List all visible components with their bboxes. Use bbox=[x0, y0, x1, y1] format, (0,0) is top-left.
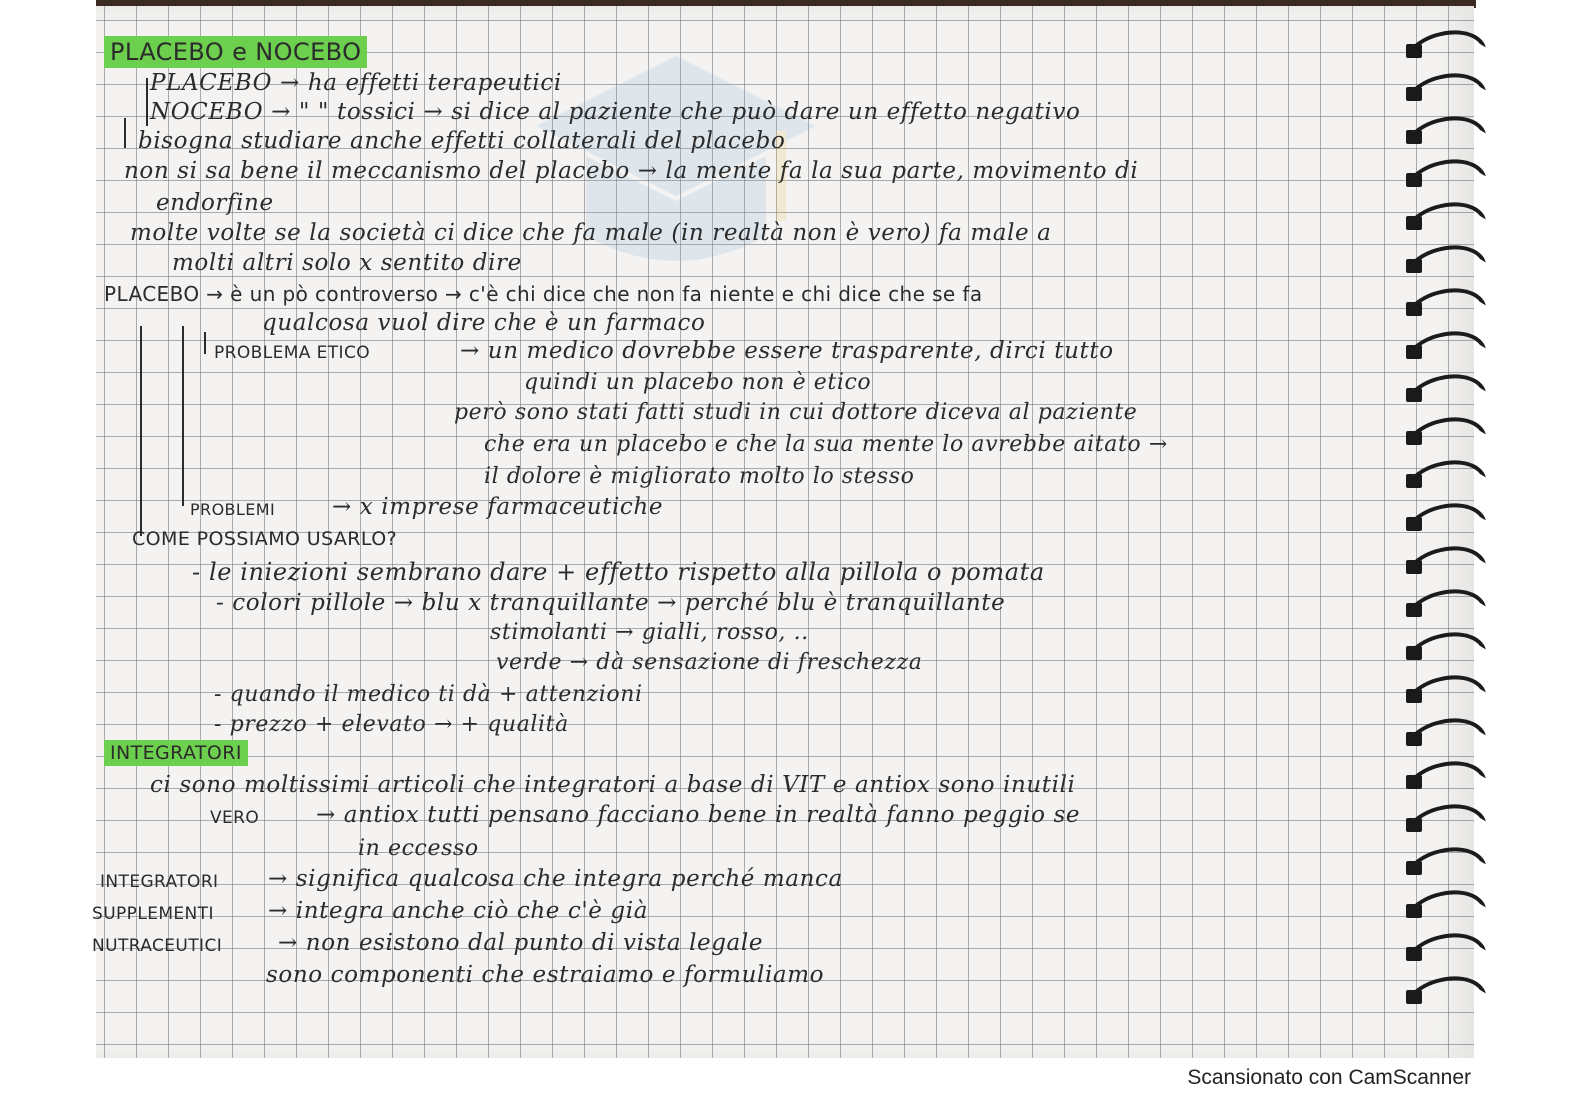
nutraceutici-label: NUTRACEUTICI bbox=[92, 936, 223, 956]
bracket-line-left bbox=[140, 326, 142, 536]
note-line-8: PLACEBO → è un pò controverso → c'è chi dice che non fa niente e chi dice che se fa bbox=[104, 282, 983, 306]
spiral-ring bbox=[1392, 417, 1478, 447]
spiral-ring bbox=[1392, 890, 1478, 920]
supplementi-label: SUPPLEMENTI bbox=[92, 904, 214, 924]
bracket-line-inner bbox=[204, 332, 206, 354]
note-line-11: quindi un placebo non è etico bbox=[524, 370, 872, 395]
spiral-ring bbox=[1392, 933, 1478, 963]
note-line-2: NOCEBO → " " tossici → si dice al paziente che può dare un effetto negativo bbox=[150, 99, 1081, 125]
note-line-18: - colori pillole → blu x tranquillante → perché blu è tranquillante bbox=[216, 590, 1006, 616]
spiral-binding bbox=[1392, 30, 1482, 1060]
camscanner-footer: Scansionato con CamScanner bbox=[1187, 1066, 1471, 1089]
note-line-15: → x imprese farmaceutiche bbox=[332, 494, 664, 520]
spiral-ring bbox=[1392, 73, 1478, 103]
spiral-ring bbox=[1392, 589, 1478, 619]
note-line-1: PLACEBO → ha effetti terapeutici bbox=[150, 70, 562, 96]
spiral-ring bbox=[1392, 718, 1478, 748]
note-line-10: → un medico dovrebbe essere trasparente, dirci tutto bbox=[460, 338, 1114, 364]
note-line-12: però sono stati fatti studi in cui dottore diceva al paziente bbox=[454, 400, 1138, 425]
note-line-13: che era un placebo e che la sua mente lo avrebbe aitato → bbox=[484, 432, 1168, 457]
int-line-1: ci sono moltissimi articoli che integratori a base di VIT e antiox sono inutili bbox=[150, 772, 1076, 798]
note-line-4: non si sa bene il meccanismo del placebo → la mente fa la sua parte, movimento di bbox=[124, 158, 1139, 184]
note-line-16: COME POSSIAMO USARLO? bbox=[132, 528, 398, 550]
int-line-7: sono componenti che estraiamo e formuliamo bbox=[266, 962, 825, 988]
int-line-6: → non esistono dal punto di vista legale bbox=[278, 930, 764, 956]
spiral-ring bbox=[1392, 116, 1478, 146]
note-line-21: - quando il medico ti dà + attenzioni bbox=[214, 682, 643, 707]
section-title-integratori: INTEGRATORI bbox=[104, 744, 248, 763]
spiral-ring bbox=[1392, 331, 1478, 361]
note-line-14: il dolore è migliorato molto lo stesso bbox=[484, 464, 915, 489]
problema-etico-label: PROBLEMA ETICO bbox=[214, 343, 371, 363]
spiral-ring bbox=[1392, 202, 1478, 232]
note-line-9: qualcosa vuol dire che è un farmaco bbox=[262, 310, 706, 336]
spiral-ring bbox=[1392, 159, 1478, 189]
int-line-5: → integra anche ciò che c'è già bbox=[268, 898, 649, 924]
int-line-2: → antiox tutti pensano facciano bene in realtà fanno peggio se bbox=[316, 802, 1081, 828]
note-line-6: molte volte se la società ci dice che fa male (in realtà non è vero) fa male a bbox=[130, 220, 1052, 246]
note-line-22: - prezzo + elevato → + qualità bbox=[214, 712, 569, 737]
note-line-7: molti altri solo x sentito dire bbox=[172, 250, 522, 276]
int-line-4: → significa qualcosa che integra perché manca bbox=[268, 866, 843, 892]
int-line-3: in eccesso bbox=[358, 836, 479, 861]
spiral-ring bbox=[1392, 632, 1478, 662]
spiral-ring bbox=[1392, 804, 1478, 834]
note-line-20: verde → dà sensazione di freschezza bbox=[496, 650, 923, 675]
note-line-19: stimolanti → gialli, rosso, .. bbox=[490, 620, 809, 645]
spiral-ring bbox=[1392, 503, 1478, 533]
spiral-ring bbox=[1392, 847, 1478, 877]
spiral-ring bbox=[1392, 374, 1478, 404]
bracket-line bbox=[146, 78, 148, 126]
spiral-ring bbox=[1392, 546, 1478, 576]
connector-line bbox=[124, 118, 126, 148]
spiral-ring bbox=[1392, 245, 1478, 275]
note-line-17: - le iniezioni sembrano dare + effetto rispetto alla pillola o pomata bbox=[192, 558, 1045, 586]
spiral-ring bbox=[1392, 675, 1478, 705]
spiral-ring bbox=[1392, 460, 1478, 490]
spiral-ring bbox=[1392, 976, 1478, 1006]
page-title: PLACEBO e NOCEBO bbox=[104, 40, 367, 64]
vero-label: VERO bbox=[210, 808, 260, 828]
integratori-label: INTEGRATORI bbox=[100, 872, 219, 892]
spiral-ring bbox=[1392, 761, 1478, 791]
spiral-ring bbox=[1392, 30, 1478, 60]
problemi-label: PROBLEMI bbox=[190, 500, 276, 519]
spiral-ring bbox=[1392, 288, 1478, 318]
note-line-5: endorfine bbox=[156, 190, 274, 216]
bracket-line-mid bbox=[182, 326, 184, 506]
note-line-3: bisogna studiare anche effetti collaterali del placebo bbox=[138, 128, 786, 154]
